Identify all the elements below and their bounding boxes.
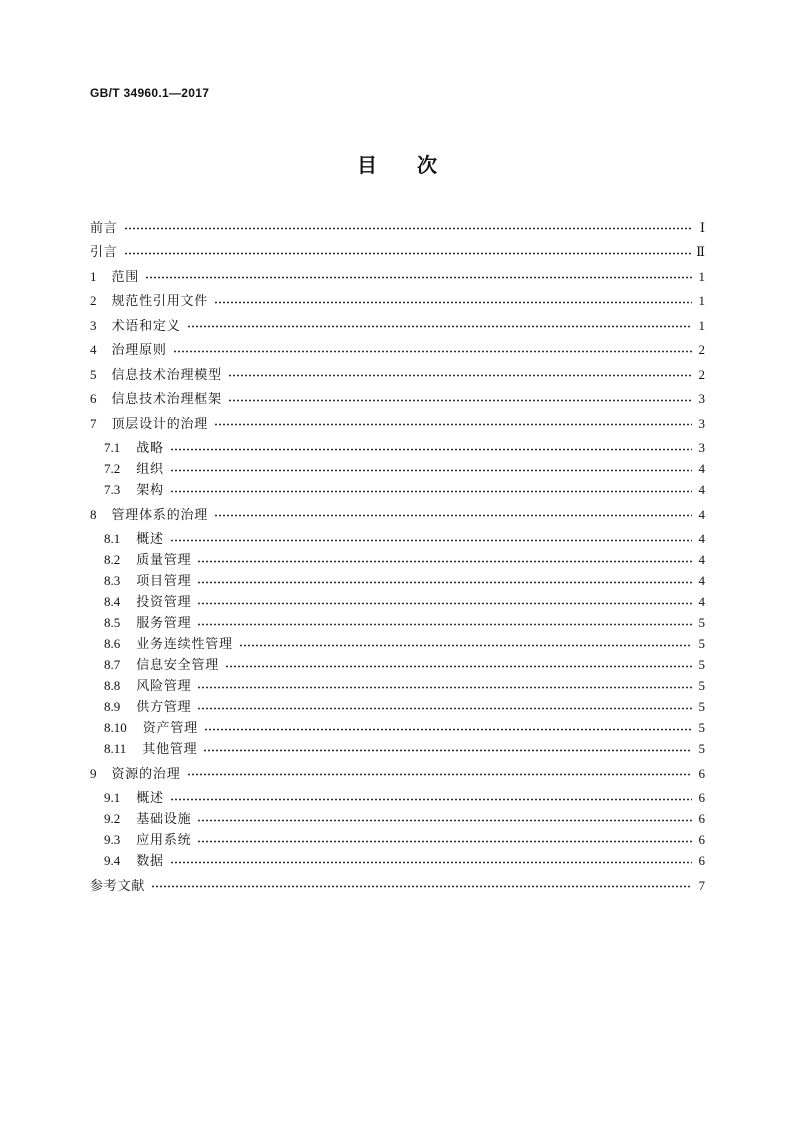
toc-entry-number: 8.3 — [104, 573, 121, 588]
leader-dots — [203, 738, 692, 759]
leader-dots — [197, 675, 692, 696]
leader-dots — [170, 787, 692, 808]
leader-dots — [214, 504, 692, 525]
toc-entry-page: 2 — [698, 366, 705, 382]
toc-subentry — [90, 738, 705, 759]
leader-dots — [187, 763, 692, 784]
toc-subentry — [90, 479, 705, 500]
toc-subentry — [90, 437, 705, 458]
toc-entry-page: 5 — [698, 636, 705, 651]
leader-dots — [170, 437, 692, 458]
toc-entry-page: 1 — [698, 317, 705, 333]
leader-dots — [170, 458, 692, 479]
toc-entry-page: 6 — [698, 790, 705, 805]
leader-dots — [197, 591, 692, 612]
toc-entry-number: 2 — [90, 293, 97, 308]
toc-entry-number: 5 — [90, 366, 97, 382]
toc-entry-page: 4 — [698, 461, 705, 476]
toc-entry-title: 数据 — [136, 853, 164, 868]
page-title: 目 次 — [357, 153, 447, 177]
leader-dots — [145, 266, 692, 287]
toc-entry-title: 概述 — [136, 790, 164, 805]
toc-entry — [90, 763, 705, 784]
toc-entry-page: 4 — [698, 594, 705, 609]
toc-entry-title: 概述 — [136, 531, 164, 546]
toc-entry-number: 1 — [90, 268, 97, 284]
toc-entry-page: 5 — [698, 678, 705, 693]
toc-entry-page: 6 — [698, 811, 705, 826]
toc-entry-title: 服务管理 — [136, 615, 192, 630]
toc-entry-number: 8.11 — [104, 741, 127, 756]
toc-entry — [90, 217, 705, 238]
toc-entry-title: 资源的治理 — [111, 765, 181, 781]
toc-entry — [90, 266, 705, 287]
toc-entry — [90, 413, 705, 434]
toc-entry-title: 风险管理 — [136, 678, 192, 693]
toc-entry-number: 8.4 — [104, 594, 121, 609]
toc-entry-page: 5 — [698, 615, 705, 630]
toc-entry — [90, 339, 705, 360]
toc-entry-number: 8.1 — [104, 531, 121, 546]
leader-dots — [124, 241, 692, 262]
toc-entry-page: 5 — [698, 699, 705, 714]
leader-dots — [151, 875, 692, 896]
toc-entry-title: 治理原则 — [111, 342, 167, 357]
toc-subentry — [90, 570, 705, 591]
toc-entry — [90, 875, 705, 896]
toc-entry — [90, 315, 705, 336]
toc-entry-number: 7.1 — [104, 440, 121, 455]
toc-entry-page: 4 — [698, 552, 705, 567]
toc-entry-number: 9.4 — [104, 853, 121, 868]
toc-entry-page: 4 — [698, 506, 705, 522]
toc-entry-title: 应用系统 — [136, 832, 192, 847]
toc-subentry — [90, 633, 705, 654]
leader-dots — [170, 850, 692, 871]
toc-entry-page: 2 — [698, 342, 705, 357]
leader-dots — [228, 364, 692, 385]
toc-entry-page: 1 — [698, 268, 705, 284]
toc-entry — [90, 504, 705, 525]
leader-dots — [228, 388, 692, 409]
toc-entry-number: 8.2 — [104, 552, 121, 567]
toc-entry-number: 7 — [90, 415, 97, 431]
toc-entry-number: 9.3 — [104, 832, 121, 847]
table-of-contents — [90, 213, 705, 899]
toc-entry-title: 参考文献 — [90, 877, 146, 893]
leader-dots — [170, 479, 692, 500]
toc-entry-page: 6 — [698, 765, 705, 781]
toc-entry-number: 8.7 — [104, 657, 121, 672]
toc-entry-title: 规范性引用文件 — [111, 293, 209, 308]
toc-entry-number: 8.10 — [104, 720, 127, 735]
toc-subentry — [90, 696, 705, 717]
toc-entry-page: 7 — [698, 877, 705, 893]
toc-subentry — [90, 549, 705, 570]
toc-subentry — [90, 591, 705, 612]
toc-entry-page: 4 — [698, 573, 705, 588]
leader-dots — [197, 808, 692, 829]
toc-entry-title: 业务连续性管理 — [136, 636, 233, 651]
toc-entry-title: 信息安全管理 — [136, 657, 220, 672]
toc-subentry — [90, 528, 705, 549]
toc-entry-page: Ⅰ — [699, 219, 705, 235]
toc-entry-title: 其他管理 — [142, 741, 198, 756]
toc-entry-page: 6 — [698, 832, 705, 847]
toc-subentry — [90, 458, 705, 479]
toc-subentry — [90, 808, 705, 829]
toc-entry-number: 7.3 — [104, 482, 121, 497]
toc-entry-number: 8.9 — [104, 699, 121, 714]
toc-entry-page: 1 — [698, 293, 705, 308]
toc-entry-number: 8 — [90, 506, 97, 522]
toc-entry — [90, 364, 705, 385]
toc-entry-title: 组织 — [136, 461, 164, 476]
toc-entry-page: 4 — [698, 482, 705, 497]
toc-entry-title: 前言 — [90, 219, 118, 235]
leader-dots — [197, 612, 692, 633]
toc-entry-number: 9.2 — [104, 811, 121, 826]
leader-dots — [214, 290, 692, 311]
toc-entry-title: 管理体系的治理 — [111, 506, 209, 522]
leader-dots — [170, 528, 692, 549]
toc-entry-title: 投资管理 — [136, 594, 192, 609]
leader-dots — [197, 829, 692, 850]
toc-entry-title: 基础设施 — [136, 811, 192, 826]
toc-entry-page: 3 — [698, 391, 705, 406]
toc-entry-number: 3 — [90, 317, 97, 333]
toc-entry-number: 8.8 — [104, 678, 121, 693]
toc-entry-number: 9 — [90, 765, 97, 781]
toc-entry-number: 6 — [90, 391, 97, 406]
toc-entry-number: 8.5 — [104, 615, 121, 630]
toc-entry-page: 6 — [698, 853, 705, 868]
leader-dots — [204, 717, 692, 738]
toc-subentry — [90, 850, 705, 871]
toc-entry-page: 4 — [698, 531, 705, 546]
leader-dots — [124, 217, 692, 238]
toc-entry-page: 3 — [698, 440, 705, 455]
leader-dots — [239, 633, 692, 654]
toc-entry-title: 信息技术治理框架 — [111, 391, 222, 406]
toc-subentry — [90, 829, 705, 850]
toc-subentry — [90, 787, 705, 808]
toc-entry-number: 7.2 — [104, 461, 121, 476]
toc-entry-title: 信息技术治理模型 — [111, 366, 222, 382]
toc-entry-title: 供方管理 — [136, 699, 192, 714]
document-number: GB/T 34960.1—2017 — [90, 86, 210, 100]
toc-entry-page: 5 — [698, 657, 705, 672]
toc-entry — [90, 290, 705, 311]
toc-entry-title: 质量管理 — [136, 552, 192, 567]
toc-entry-page: 5 — [698, 741, 705, 756]
toc-entry-title: 项目管理 — [136, 573, 192, 588]
toc-entry-page: Ⅱ — [696, 244, 705, 259]
toc-entry — [90, 388, 705, 409]
toc-entry-title: 顶层设计的治理 — [111, 415, 209, 431]
toc-entry-title: 术语和定义 — [111, 317, 181, 333]
toc-subentry — [90, 675, 705, 696]
toc-entry-title: 范围 — [111, 268, 140, 284]
toc-entry-title: 架构 — [136, 482, 164, 497]
toc-entry-title: 资产管理 — [142, 720, 198, 735]
leader-dots — [187, 315, 692, 336]
toc-entry — [90, 241, 705, 262]
leader-dots — [197, 696, 692, 717]
toc-entry-number: 9.1 — [104, 790, 121, 805]
toc-subentry — [90, 612, 705, 633]
toc-entry-page: 5 — [698, 720, 705, 735]
leader-dots — [197, 549, 692, 570]
toc-entry-title: 战略 — [136, 440, 164, 455]
toc-entry-page: 3 — [698, 415, 705, 431]
toc-entry-number: 4 — [90, 342, 97, 357]
toc-entry-number: 8.6 — [104, 636, 121, 651]
leader-dots — [225, 654, 692, 675]
leader-dots — [173, 339, 692, 360]
toc-subentry — [90, 717, 705, 738]
leader-dots — [197, 570, 692, 591]
toc-entry-title: 引言 — [90, 244, 118, 259]
leader-dots — [214, 413, 692, 434]
toc-subentry — [90, 654, 705, 675]
